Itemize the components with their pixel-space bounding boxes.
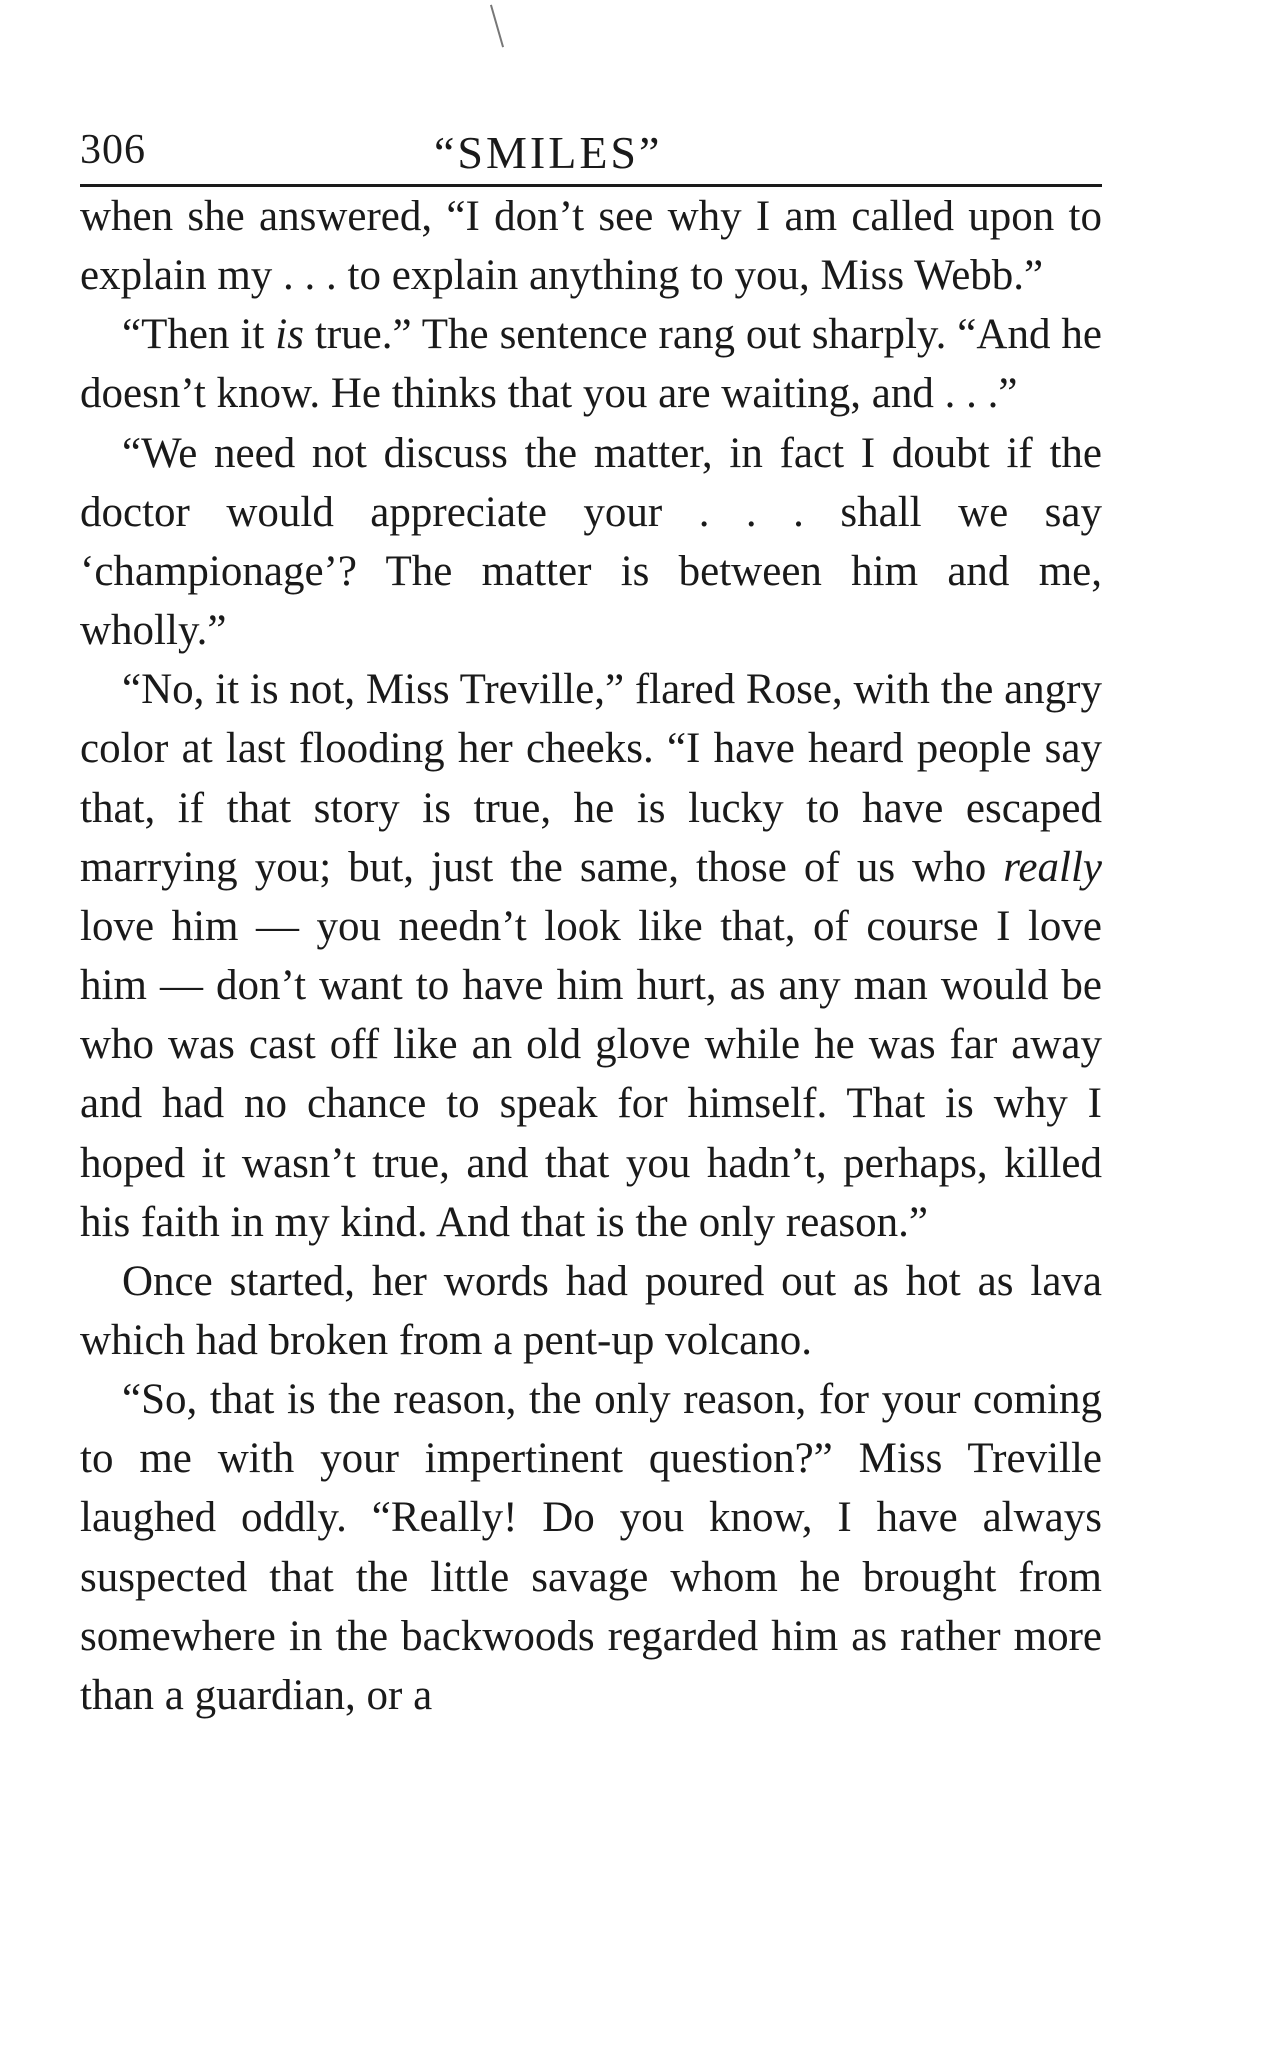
text-segment: “So, that is the reason, the only reason, for your coming to me with your impertinent question?” Miss Treville laughed oddly. “Really! Do you know, I have always suspected that the little savage whom he brought from somewhere in the backwoods regarded him as rather more than a guardian, or a [80,1376,1102,1719]
text-segment: “We need not discuss the matter, in fact I doubt if the doctor would appreciate your . . . shall we say ‘championage’? The matter is between him and me, wholly.” [80,429,1102,655]
paragraph [80,305,1102,423]
book-page [80,118,1102,1725]
paragraph [80,187,1102,305]
page-header [80,118,1102,187]
text-segment: “No, it is not, Miss Treville,” flared Rose, with the angry color at last flooding her cheeks. “I have heard people say that, if that story is true, he is lucky to have escaped marrying you; but, just the same, those of us who [80,666,1102,891]
text-segment: when she answered, “I don’t see why I am called upon to explain my . . . to explain anything to you, Miss Webb.” [80,193,1102,300]
scan-artifact-mark [490,5,504,48]
italic-text: is [275,311,304,359]
italic-text: really [1003,843,1102,891]
text-segment: true.” The sentence rang out sharply. “And he doesn’t know. He thinks that you are waiting, and . . .” [80,311,1102,418]
paragraph [80,660,1102,1252]
page-number: 306 [80,127,146,173]
paragraph [80,424,1102,661]
paragraph [80,1370,1102,1725]
body-text [80,187,1102,1725]
paragraph [80,1252,1102,1370]
text-segment: “Then it [122,311,276,359]
running-head: “SMILES” [434,127,663,178]
text-segment: Once started, her words had poured out as hot as lava which had broken from a pent-up volcano. [80,1257,1102,1364]
text-segment: love him — you needn’t look like that, of course I love him — don’t want to have him hurt, as any man would be who was cast off like an old glove while he was far away and had no chance to speak for himself. That is why I hoped it wasn’t true, and that you hadn’t, perhaps, killed his faith in my kind. And that is the only reason.” [80,902,1102,1246]
